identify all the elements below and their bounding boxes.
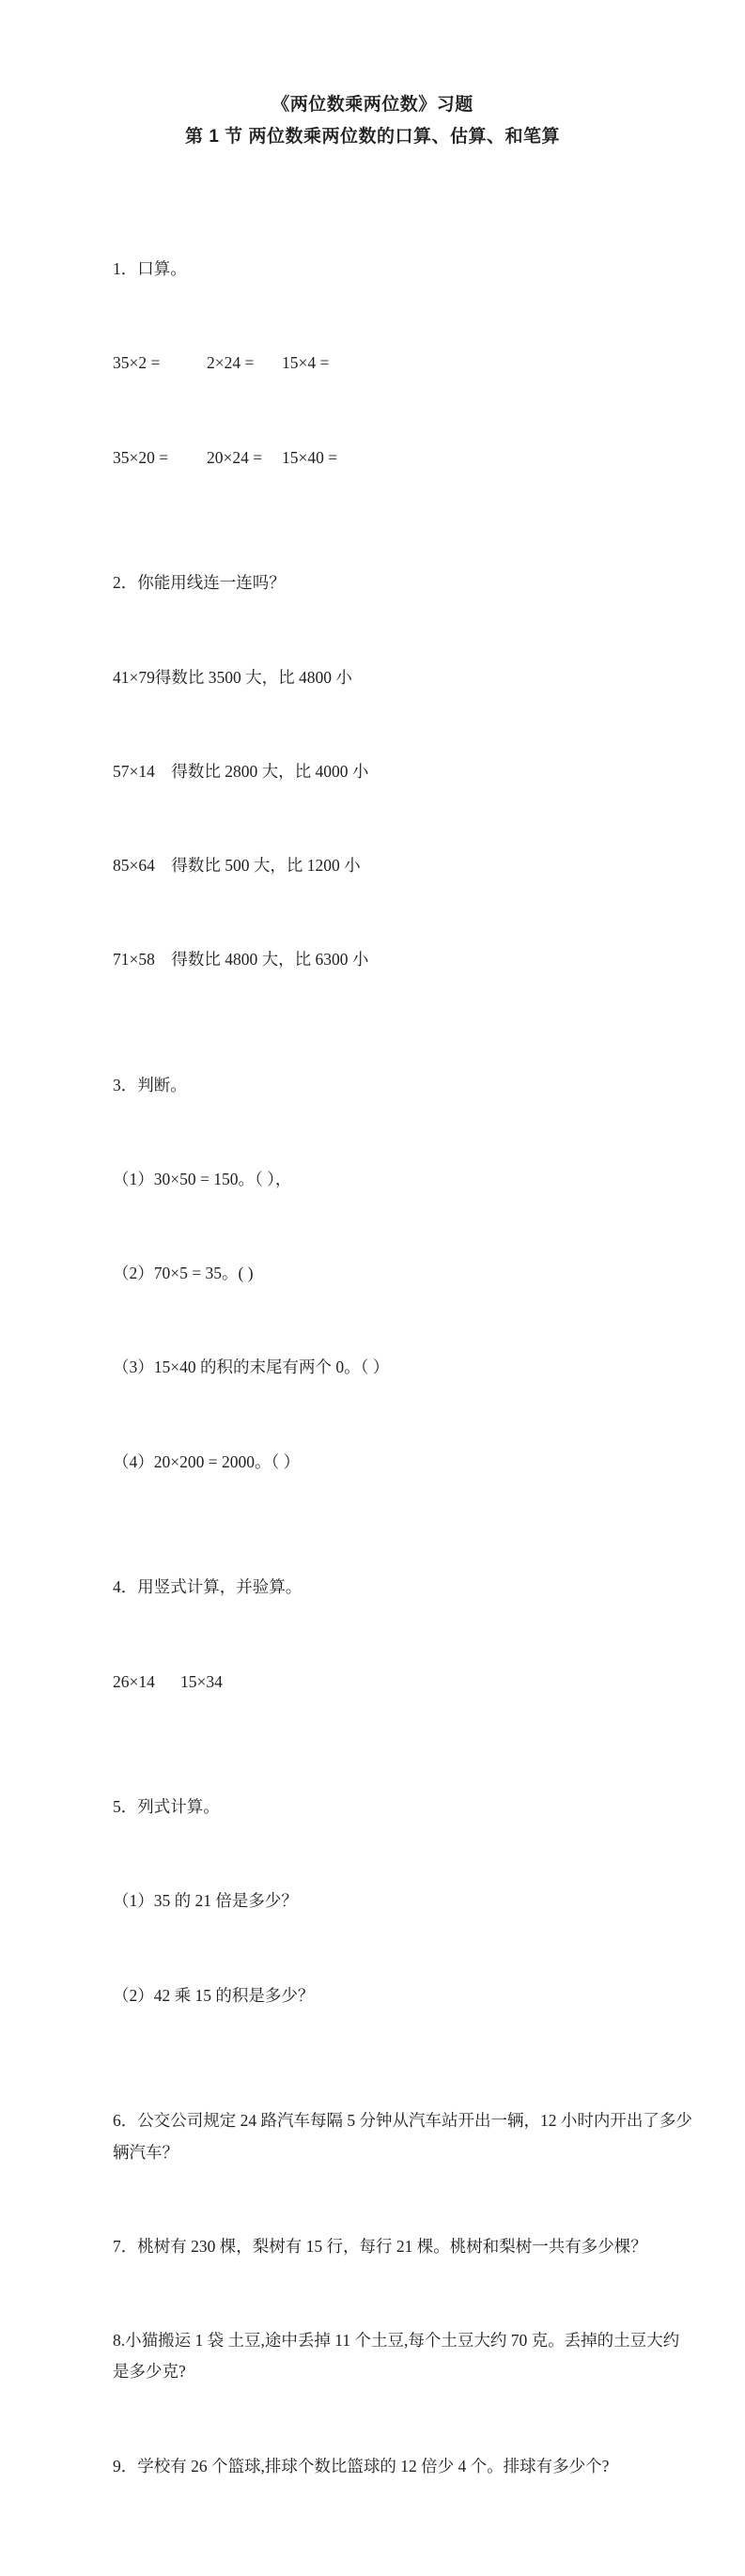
question-9-text: 9．学校有 26 个篮球,排球个数比篮球的 12 倍少 4 个。排球有多少个? bbox=[113, 2456, 610, 2475]
equation: 35×2 = bbox=[113, 353, 161, 373]
vertical-calc-row bbox=[113, 1667, 707, 1698]
judge-item: （4）20×200 = 2000。（ ） bbox=[113, 1451, 301, 1471]
worksheet-page bbox=[0, 89, 745, 2475]
oral-calc-row-1 bbox=[113, 348, 707, 379]
equation: 35×20 = bbox=[113, 447, 169, 467]
question-1-label: 1．口算。 bbox=[113, 259, 187, 279]
expression-item: （2）42 乘 15 的积是多少？ bbox=[113, 1985, 315, 2005]
match-line: 41×79得数比 3500 大，比 4800 小 bbox=[113, 667, 352, 687]
question-2-label: 2．你能用线连一连吗？ bbox=[113, 573, 286, 593]
question-4-label: 4．用竖式计算，并验算。 bbox=[113, 1577, 303, 1597]
question-5-label: 5．列式计算。 bbox=[113, 1797, 220, 1817]
doc-title: 《两位数乘两位数》习题 bbox=[272, 95, 473, 115]
equation: 15×4 = bbox=[282, 353, 330, 373]
judge-item: （1）30×50 = 150。（ ）， bbox=[113, 1170, 292, 1188]
match-line: 85×64 得数比 500 大，比 1200 小 bbox=[113, 855, 361, 875]
match-line: 57×14 得数比 2800 大，比 4000 小 bbox=[113, 761, 369, 781]
doc-subtitle: 第 1 节 两位数乘两位数的口算、估算、和笔算 bbox=[185, 127, 560, 147]
judge-item: （2）70×5 = 35。( ) bbox=[113, 1264, 254, 1283]
equation: 15×34 bbox=[180, 1671, 223, 1691]
question-6-text: 6．公交公司规定 24 路汽车每隔 5 分钟从汽车站开出一辆，12 小时内开出了多少 辆汽车？ bbox=[113, 2111, 692, 2162]
equation: 26×14 bbox=[113, 1671, 155, 1691]
question-7-text: 7．桃树有 230 棵，梨树有 15 行，每行 21 棵。桃树和梨树一共有多少棵？ bbox=[113, 2236, 647, 2256]
expression-item: （1）35 的 21 倍是多少？ bbox=[113, 1891, 298, 1911]
question-8-text: 8.小猫搬运 1 袋 土豆,途中丢掉 11 个土豆,每个土豆大约 70 克。丢掉的土豆大约 是多少克? bbox=[113, 2331, 680, 2382]
worksheet-body bbox=[113, 160, 707, 2576]
equation: 15×40 = bbox=[282, 447, 338, 467]
match-line: 71×58 得数比 4800 大，比 6300 小 bbox=[113, 950, 369, 970]
judge-item: （3）15×40 的积的末尾有两个 0。（ ） bbox=[113, 1358, 390, 1377]
question-3-label: 3．判断。 bbox=[113, 1075, 187, 1094]
oral-calc-row-2 bbox=[113, 442, 707, 473]
equation: 2×24 = bbox=[207, 353, 255, 373]
equation: 20×24 = bbox=[207, 447, 263, 467]
